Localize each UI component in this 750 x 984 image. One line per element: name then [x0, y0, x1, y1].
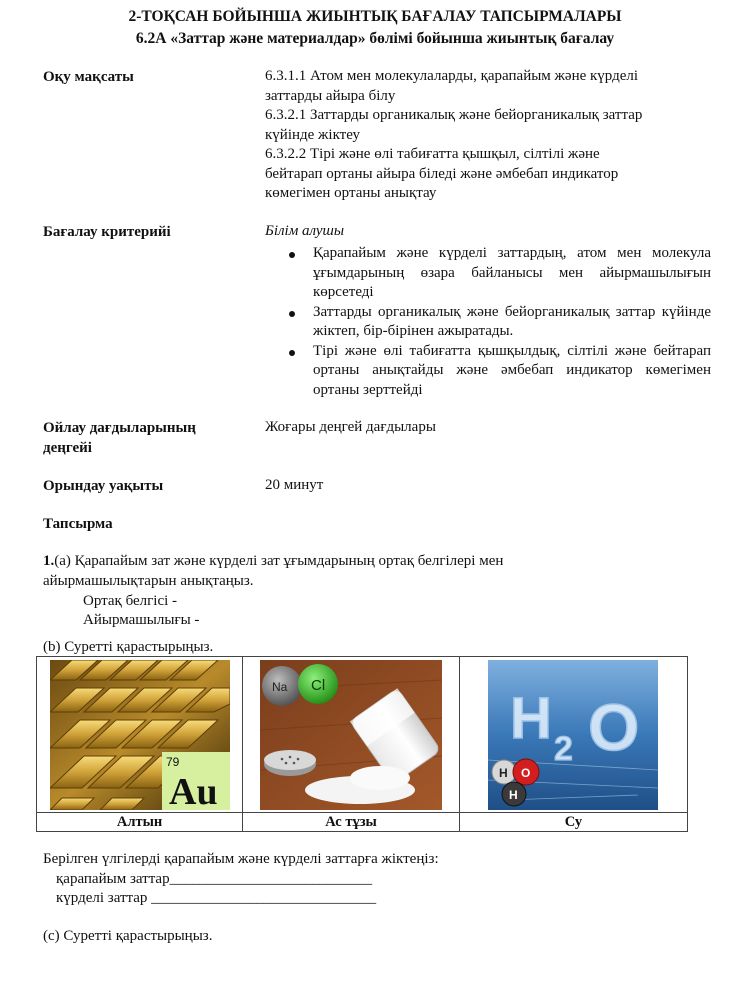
- objective-line: 6.3.2.1 Заттарды органикалық және бейорганикалық заттар: [265, 107, 643, 123]
- salt-cell: [243, 657, 460, 813]
- objective-line: 6.3.1.1 Атом мен молекулаларды, қарапайым және күрделі: [265, 68, 639, 84]
- atom-h2: H: [509, 787, 519, 802]
- gold-cell: [37, 657, 243, 813]
- objectives-label: Оқу мақсаты: [43, 69, 134, 85]
- question-number: 1.: [43, 553, 55, 569]
- simple-substances-line[interactable]: қарапайым заттар___________________________: [56, 871, 373, 887]
- gold-symbol: Au: [168, 770, 218, 810]
- objective-line: 6.3.2.2 Тірі және өлі табиғатта қышқыл, сілтілі және: [265, 146, 600, 162]
- criteria-item: Тірі және өлі табиғатта қышқылдық, сілтілі және бейтарап ортаны анықтайды және әмбебап индикатор көмегімен ортаны зерттейді: [265, 342, 711, 401]
- water-caption: Су: [459, 813, 687, 832]
- question-1c: (c) Суретті қарастырыңыз.: [43, 928, 213, 944]
- question-1b: (b) Суретті қарастырыңыз.: [43, 639, 214, 655]
- difference-feature: Айырмашылығы -: [83, 612, 200, 628]
- criteria-list: [265, 244, 711, 400]
- objectives-text: [265, 67, 710, 204]
- common-feature: Ортақ белгісі -: [83, 593, 178, 609]
- objective-line: көмегімен ортаны анықтау: [265, 185, 437, 201]
- criteria-item: Заттарды органикалық және бейорганикалық заттар күйінде жіктеп, бір-бірінен ажыратады.: [265, 303, 711, 342]
- water-cell: [459, 657, 687, 813]
- formula-o: O: [588, 689, 640, 764]
- formula-h: H: [510, 685, 553, 751]
- page-title: 2-ТОҚСАН БОЙЫНША ЖИЫНТЫҚ БАҒАЛАУ ТАПСЫРМАЛАРЫ: [128, 8, 622, 25]
- bullet-icon: [289, 350, 295, 356]
- question-1a: 1.(a) Қарапайым зат және күрделі зат ұғымдарының ортақ белгілері мен айырмашылықтарын анықтаңыз.: [43, 553, 504, 589]
- gold-caption: Алтын: [37, 813, 243, 832]
- salt-image: [260, 660, 442, 810]
- objective-line: күйінде жіктеу: [265, 126, 361, 143]
- time-label: Орындау уақыты: [43, 478, 164, 494]
- criteria-item: Қарапайым және күрделі заттардың, атом мен молекула ұғымдарының өзара байланысы мен айырмашылығын көрсетеді: [265, 244, 711, 303]
- bullet-icon: [289, 311, 295, 317]
- chlorine-label: Cl: [311, 676, 326, 694]
- criteria-label: Бағалау критерийі: [43, 224, 171, 240]
- images-table: [36, 656, 688, 832]
- atomic-number: 79: [165, 754, 179, 769]
- thinking-value: Жоғары деңгей дағдылары: [265, 419, 436, 435]
- thinking-label: Ойлау дағдыларының деңгейі: [43, 420, 196, 456]
- time-value: 20 минут: [265, 477, 324, 493]
- formula-2: 2: [554, 729, 574, 768]
- bullet-icon: [289, 252, 295, 258]
- sodium-label: Na: [272, 679, 288, 694]
- classify-instruction: Берілген үлгілерді қарапайым және күрделі заттарға жіктеңіз:: [43, 851, 439, 867]
- water-image: [488, 660, 658, 810]
- complex-substances-line[interactable]: күрделі заттар ______________________________: [56, 890, 377, 906]
- gold-image: [50, 660, 230, 810]
- salt-caption: Ас тұзы: [243, 813, 460, 832]
- task-heading: Тапсырма: [43, 516, 113, 532]
- objective-line: заттарды айыра білу: [265, 87, 396, 104]
- atom-h1: H: [499, 765, 509, 780]
- atom-o: O: [521, 765, 531, 780]
- page-subtitle: 6.2А «Заттар және материалдар» бөлімі бойынша жиынтық бағалау: [135, 30, 615, 47]
- objective-line: бейтарап ортаны айыра біледі және әмбебап индикатор: [265, 165, 619, 182]
- criteria-intro: Білім алушы: [265, 223, 345, 239]
